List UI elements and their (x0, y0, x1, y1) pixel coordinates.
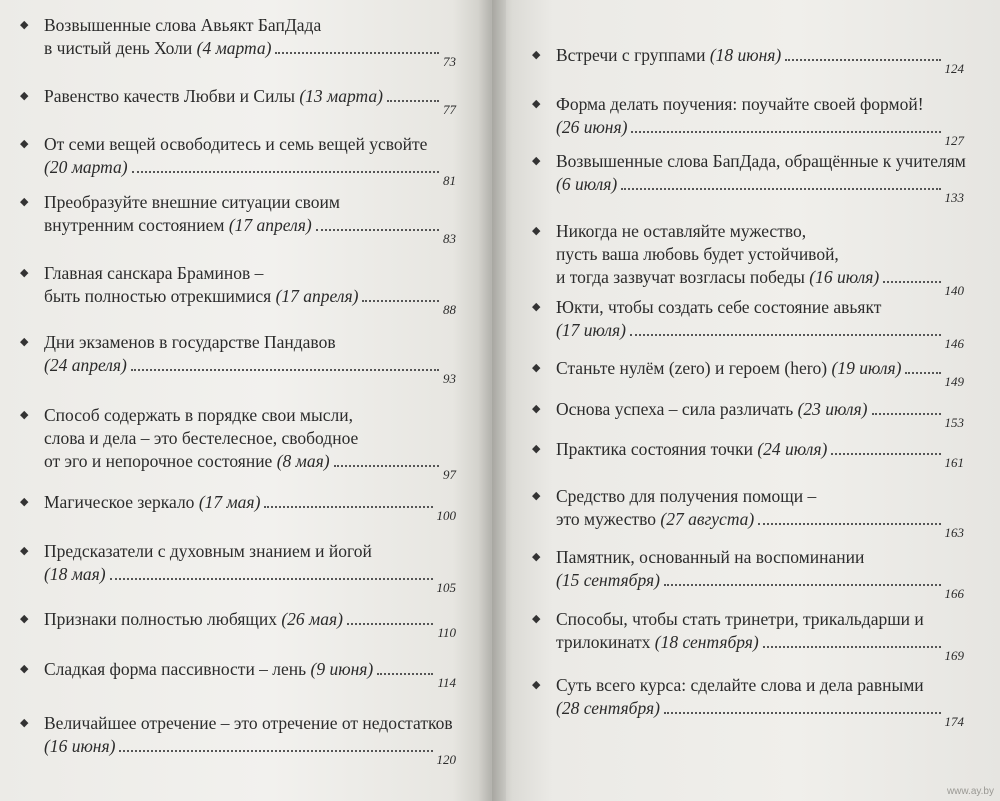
toc-entry-title: Равенство качеств Любви и Силы (44, 86, 295, 106)
toc-entry[interactable] (532, 296, 964, 351)
toc-entry-line (556, 266, 964, 298)
toc-entry-line (556, 173, 964, 205)
toc-entry-line (44, 214, 456, 246)
toc-entry[interactable] (20, 262, 456, 317)
bullet-icon: ◆ (20, 137, 29, 150)
dot-leader (664, 712, 941, 714)
toc-entry-date: (13 марта) (299, 86, 383, 106)
toc-entry[interactable] (20, 608, 456, 640)
toc-entry-line (44, 712, 456, 734)
toc-entry-date: (19 июля) (831, 358, 902, 378)
toc-entry-title: Магическое зеркало (44, 492, 195, 512)
dot-leader (119, 750, 432, 752)
bullet-icon: ◆ (20, 544, 29, 557)
toc-entry[interactable] (20, 658, 456, 690)
toc-entry-title: внутренним состоянием (44, 215, 225, 235)
toc-entry[interactable] (532, 357, 964, 389)
toc-entry-title: Основа успеха – сила различать (556, 399, 794, 419)
bullet-icon: ◆ (20, 335, 29, 348)
toc-entry[interactable] (532, 485, 964, 540)
toc-entry-line (556, 485, 964, 507)
toc-entry[interactable] (20, 191, 456, 246)
toc-page-number: 77 (443, 102, 456, 117)
dot-leader (831, 453, 940, 455)
toc-entry-line (556, 150, 964, 172)
bullet-icon: ◆ (20, 266, 29, 279)
toc-page-number: 81 (443, 173, 456, 188)
bullet-icon: ◆ (20, 612, 29, 625)
dot-leader (110, 578, 433, 580)
bullet-icon: ◆ (532, 154, 541, 167)
toc-page-number: 146 (944, 336, 964, 351)
toc-entry-date: (17 июля) (556, 320, 626, 340)
toc-entry-line (44, 262, 456, 284)
toc-entry-line (556, 44, 964, 76)
toc-entry-line (556, 116, 964, 148)
toc-page-number: 174 (944, 714, 964, 729)
bullet-icon: ◆ (532, 489, 541, 502)
toc-page-number: 110 (437, 625, 456, 640)
toc-entry-line (556, 220, 964, 242)
left-page (0, 0, 492, 801)
toc-entry-title: Возвышенные слова БапДада, обращённые к учителям (556, 151, 966, 171)
dot-leader (275, 52, 439, 54)
toc-entry[interactable] (20, 491, 456, 523)
toc-entry-title: Сладкая форма пассивности – лень (44, 659, 307, 679)
toc-entry-line (44, 354, 456, 386)
bullet-icon: ◆ (532, 402, 541, 415)
toc-entry-line (556, 243, 964, 265)
toc-entry-line (44, 14, 456, 36)
toc-entry-line (44, 85, 456, 117)
toc-entry-date: (20 марта) (44, 157, 128, 177)
toc-entry-title: Памятник, основанный на воспоминании (556, 547, 865, 567)
toc-page-number: 93 (443, 371, 456, 386)
toc-entry-title: слова и дела – это бестелесное, свободное (44, 428, 359, 448)
toc-entry-date: (16 июня) (44, 736, 116, 756)
toc-entry-date: (4 марта) (196, 38, 272, 58)
toc-entry-line (44, 563, 456, 595)
toc-entry-line (556, 438, 964, 470)
toc-page-number: 153 (944, 415, 964, 430)
toc-entry[interactable] (532, 220, 964, 298)
toc-entry-line (44, 191, 456, 213)
toc-entry-title: Средство для получения помощи – (556, 486, 817, 506)
dot-leader (362, 300, 439, 302)
toc-entry-date: (8 мая) (276, 451, 330, 471)
toc-entry-line (556, 296, 964, 318)
toc-page-number: 133 (944, 190, 964, 205)
toc-entry-title: Возвышенные слова Авьякт БапДада (44, 15, 322, 35)
toc-entry-date: (27 августа) (660, 509, 755, 529)
toc-entry-title: от эго и непорочное состояние (44, 451, 273, 471)
toc-entry-line (44, 540, 456, 562)
toc-page-number: 163 (944, 525, 964, 540)
bullet-icon: ◆ (532, 550, 541, 563)
bullet-icon: ◆ (532, 442, 541, 455)
toc-page-number: 88 (443, 302, 456, 317)
toc-entry-date: (17 апреля) (228, 215, 312, 235)
toc-page-number: 169 (944, 648, 964, 663)
toc-entry-date: (15 сентября) (556, 570, 660, 590)
toc-page-number: 83 (443, 231, 456, 246)
bullet-icon: ◆ (532, 48, 541, 61)
toc-entry-title: Практика состояния точки (556, 439, 753, 459)
dot-leader (347, 623, 434, 625)
toc-entry-line (44, 658, 456, 690)
bullet-icon: ◆ (20, 662, 29, 675)
toc-entry-line (44, 608, 456, 640)
toc-entry-line (556, 508, 964, 540)
dot-leader (785, 59, 940, 61)
bullet-icon: ◆ (20, 495, 29, 508)
toc-entry-title: Форма делать поучения: поучайте своей формой! (556, 94, 924, 114)
toc-entry-title: Признаки полностью любящих (44, 609, 277, 629)
toc-entry-title: в чистый день Холи (44, 38, 193, 58)
toc-entry[interactable] (20, 540, 456, 595)
toc-page-number: 114 (437, 675, 456, 690)
toc-entry[interactable] (20, 404, 456, 482)
toc-entry[interactable] (532, 93, 964, 148)
toc-entry[interactable] (20, 14, 456, 69)
toc-entry-title: Главная санскара Браминов – (44, 263, 264, 283)
toc-entry-title: Величайшее отречение – это отречение от недостатков (44, 713, 453, 733)
toc-entry-line (44, 404, 456, 426)
toc-entry-line (556, 608, 964, 630)
toc-entry-date: (18 сентября) (654, 632, 759, 652)
toc-entry-date: (18 июня) (709, 45, 782, 65)
toc-page-number: 73 (443, 54, 456, 69)
toc-entry-line (556, 357, 964, 389)
toc-entry-line (556, 674, 964, 696)
dot-leader (763, 646, 941, 648)
toc-entry-date: (28 сентября) (556, 698, 660, 718)
watermark: www.ay.by (946, 786, 994, 797)
bullet-icon: ◆ (20, 18, 29, 31)
toc-page-number: 161 (944, 455, 964, 470)
dot-leader (630, 334, 941, 336)
toc-entry-title: пусть ваша любовь будет устойчивой, (556, 244, 839, 264)
toc-entry-date: (18 мая) (44, 564, 106, 584)
bullet-icon: ◆ (532, 97, 541, 110)
toc-entry[interactable] (20, 712, 456, 767)
dot-leader (131, 369, 439, 371)
toc-entry-title: От семи вещей освободитесь и семь вещей усвойте (44, 134, 428, 154)
toc-entry-date: (23 июля) (797, 399, 868, 419)
toc-page-number: 120 (436, 752, 456, 767)
toc-entry-title: это мужество (556, 509, 657, 529)
dot-leader (264, 506, 432, 508)
toc-entry-title: Встречи с группами (556, 45, 706, 65)
toc-entry-date: (16 июля) (809, 267, 880, 287)
toc-entry-date: (26 июня) (556, 117, 628, 137)
toc-entry-line (556, 93, 964, 115)
toc-entry-title: Станьте нулём (zero) и героем (hero) (556, 358, 828, 378)
dot-leader (621, 188, 940, 190)
toc-page-number: 127 (944, 133, 964, 148)
toc-entry-date: (9 июня) (310, 659, 374, 679)
toc-entry-title: и тогда зазвучат возгласы победы (556, 267, 805, 287)
toc-entry-title: Способы, чтобы стать тринетри, трикальдарши и (556, 609, 924, 629)
bullet-icon: ◆ (20, 408, 29, 421)
toc-entry-line (44, 37, 456, 69)
toc-entry[interactable] (532, 608, 964, 663)
toc-page-number: 166 (944, 586, 964, 601)
toc-entry-line (556, 319, 964, 351)
toc-entry-title: быть полностью отрекшимися (44, 286, 272, 306)
toc-entry-date: (26 мая) (281, 609, 343, 629)
toc-entry[interactable] (532, 546, 964, 601)
dot-leader (334, 465, 439, 467)
book-gutter (478, 0, 506, 801)
toc-entry-title: трилокинатх (556, 632, 651, 652)
toc-entry[interactable] (532, 398, 964, 430)
toc-entry[interactable] (532, 674, 964, 729)
toc-entry[interactable] (532, 150, 966, 205)
bullet-icon: ◆ (532, 678, 541, 691)
toc-entry-line (44, 450, 456, 482)
dot-leader (664, 584, 941, 586)
bullet-icon: ◆ (532, 361, 541, 374)
toc-entry-line (44, 133, 456, 155)
toc-entry-line (556, 546, 964, 568)
bullet-icon: ◆ (20, 716, 29, 729)
bullet-icon: ◆ (20, 89, 29, 102)
dot-leader (387, 100, 439, 102)
toc-page-number: 100 (436, 508, 456, 523)
bullet-icon: ◆ (532, 612, 541, 625)
dot-leader (905, 372, 940, 374)
dot-leader (758, 523, 940, 525)
dot-leader (631, 131, 940, 133)
bullet-icon: ◆ (532, 224, 541, 237)
toc-entry-line (556, 631, 964, 663)
toc-entry-line (44, 331, 456, 353)
toc-entry-date: (6 июля) (556, 174, 618, 194)
toc-page-number: 124 (944, 61, 964, 76)
toc-page-number: 105 (436, 580, 456, 595)
toc-entry-title: Никогда не оставляйте мужество, (556, 221, 807, 241)
toc-entry-title: Юкти, чтобы создать себе состояние авьякт (556, 297, 882, 317)
toc-entry-line (44, 735, 456, 767)
toc-entry-date: (17 мая) (198, 492, 261, 512)
toc-entry-line (44, 285, 456, 317)
toc-entry[interactable] (532, 44, 964, 76)
toc-entry-date: (24 июля) (757, 439, 828, 459)
dot-leader (872, 413, 941, 415)
toc-entry-line (44, 156, 456, 188)
toc-entry-title: Предсказатели с духовным знанием и йогой (44, 541, 372, 561)
toc-entry-date: (17 апреля) (275, 286, 359, 306)
toc-page-number: 149 (944, 374, 964, 389)
toc-page-number: 97 (443, 467, 456, 482)
toc-entry[interactable] (20, 85, 456, 117)
toc-entry[interactable] (20, 331, 456, 386)
dot-leader (132, 171, 439, 173)
bullet-icon: ◆ (20, 195, 29, 208)
toc-entry-line (556, 398, 964, 430)
toc-entry-line (556, 697, 964, 729)
toc-entry-title: Способ содержать в порядке свои мысли, (44, 405, 354, 425)
toc-page-number: 140 (944, 283, 964, 298)
dot-leader (316, 229, 439, 231)
toc-entry[interactable] (20, 133, 456, 188)
dot-leader (883, 281, 940, 283)
dot-leader (377, 673, 433, 675)
toc-entry-date: (24 апреля) (44, 355, 127, 375)
bullet-icon: ◆ (532, 300, 541, 313)
toc-entry-line (556, 569, 964, 601)
toc-entry[interactable] (532, 438, 964, 470)
toc-entry-title: Дни экзаменов в государстве Пандавов (44, 332, 336, 352)
toc-entry-title: Суть всего курса: сделайте слова и дела равными (556, 675, 924, 695)
toc-entry-line (44, 491, 456, 523)
toc-entry-title: Преобразуйте внешние ситуации своим (44, 192, 340, 212)
toc-entry-line (44, 427, 456, 449)
